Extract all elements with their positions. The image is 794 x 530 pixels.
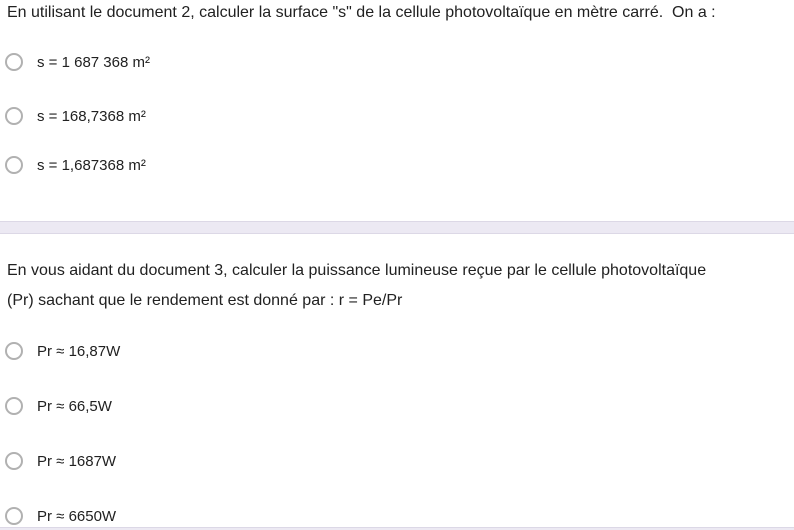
option-label: s = 1 687 368 m² — [37, 53, 150, 71]
section-divider — [0, 221, 794, 234]
option-label: s = 168,7368 m² — [37, 107, 146, 125]
question-2-option-4[interactable] — [5, 506, 116, 526]
radio-button-icon[interactable] — [5, 156, 23, 174]
question-1-option-3[interactable] — [5, 155, 146, 175]
question-1-title: En utilisant le document 2, calculer la surface "s" de la cellule photovoltaïque en mètre carré. On a : — [7, 4, 716, 21]
radio-button-icon[interactable] — [5, 342, 23, 360]
question-2-option-1[interactable] — [5, 341, 120, 361]
radio-button-icon[interactable] — [5, 507, 23, 525]
radio-button-icon[interactable] — [5, 452, 23, 470]
option-label: Pr ≈ 1687W — [37, 452, 117, 470]
option-label: Pr ≈ 6650W — [37, 507, 117, 525]
option-label: s = 1,687368 m² — [37, 156, 146, 174]
option-label: Pr ≈ 66,5W — [37, 397, 112, 415]
question-1-option-2[interactable] — [5, 106, 146, 126]
option-label: Pr ≈ 16,87W — [37, 342, 121, 360]
question-1-option-1[interactable] — [5, 52, 150, 72]
question-2-option-3[interactable] — [5, 451, 116, 471]
radio-button-icon[interactable] — [5, 53, 23, 71]
radio-button-icon[interactable] — [5, 107, 23, 125]
question-2-option-2[interactable] — [5, 396, 112, 416]
question-2-title: En vous aidant du document 3, calculer la puissance lumineuse reçue par le cellule photovoltaïque (Pr) sachant que le rendement est donné par : r = Pe/Pr — [7, 262, 711, 309]
radio-button-icon[interactable] — [5, 397, 23, 415]
